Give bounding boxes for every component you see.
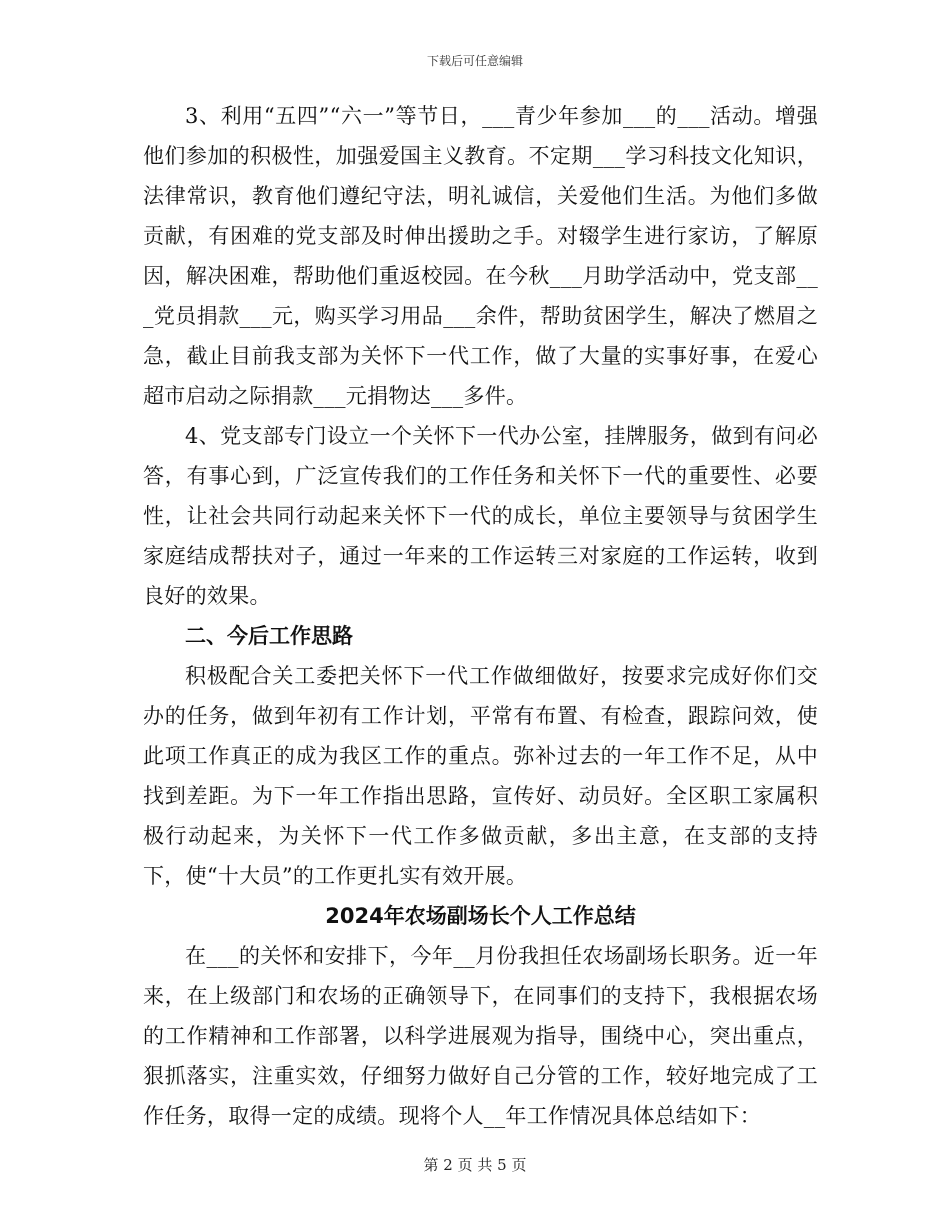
paragraph-item-3: 3、利用“五四”“六一”等节日，___青少年参加___的___活动。增强他们参加的积极性，加强爱国主义教育。不定期___学习科技文化知识，法律常识，教育他们遵纪守法，明礼诚信，关爱他们生活。为他们多做贡献，有困难的党支部及时伸出援助之手。对辍学生进行家访，了解原因，解决困难，帮助他们重返校园。在今秋___月助学活动中，党支部___党员捐款___元，购买学习用品___余件，帮助贫困学生，解决了燃眉之急，截止目前我支部为关怀下一代工作，做了大量的实事好事，在爱心超市启动之际捐款___元捐物达___多件。	[143, 104, 818, 408]
document-body	[143, 96, 818, 1136]
section-heading-future-work: 二、今后工作思路	[185, 624, 353, 648]
document-title: 2024年农场副场长个人工作总结	[325, 904, 636, 928]
paragraph-future-work: 积极配合关工委把关怀下一代工作做细做好，按要求完成好你们交办的任务，做到年初有工作计划，平常有布置、有检查，跟踪问效，使此项工作真正的成为我区工作的重点。弥补过去的一年工作不足，从中找到差距。为下一年工作指出思路，宣传好、动员好。全区职工家属积极行动起来，为关怀下一代工作多做贡献，多出主意，在支部的支持下，使“十大员”的工作更扎实有效开展。	[143, 664, 818, 888]
page-header: 下载后可任意编辑	[426, 54, 523, 68]
page-number: 第 2 页 共 5 页	[423, 1156, 527, 1174]
paragraph-intro: 在___的关怀和安排下，今年__月份我担任农场副场长职务。近一年来，在上级部门和农场的正确领导下，在同事们的支持下，我根据农场的工作精神和工作部署，以科学进展观为指导，围绕中心，突出重点，狠抓落实，注重实效，仔细努力做好自己分管的工作，较好地完成了工作任务，取得一定的成绩。现将个人__年工作情况具体总结如下：	[143, 944, 818, 1128]
paragraph-item-4: 4、党支部专门设立一个关怀下一代办公室，挂牌服务，做到有问必答，有事心到，广泛宣传我们的工作任务和关怀下一代的重要性、必要性，让社会共同行动起来关怀下一代的成长，单位主要领导与贫困学生家庭结成帮扶对子，通过一年来的工作运转三对家庭的工作运转，收到良好的效果。	[143, 424, 818, 608]
